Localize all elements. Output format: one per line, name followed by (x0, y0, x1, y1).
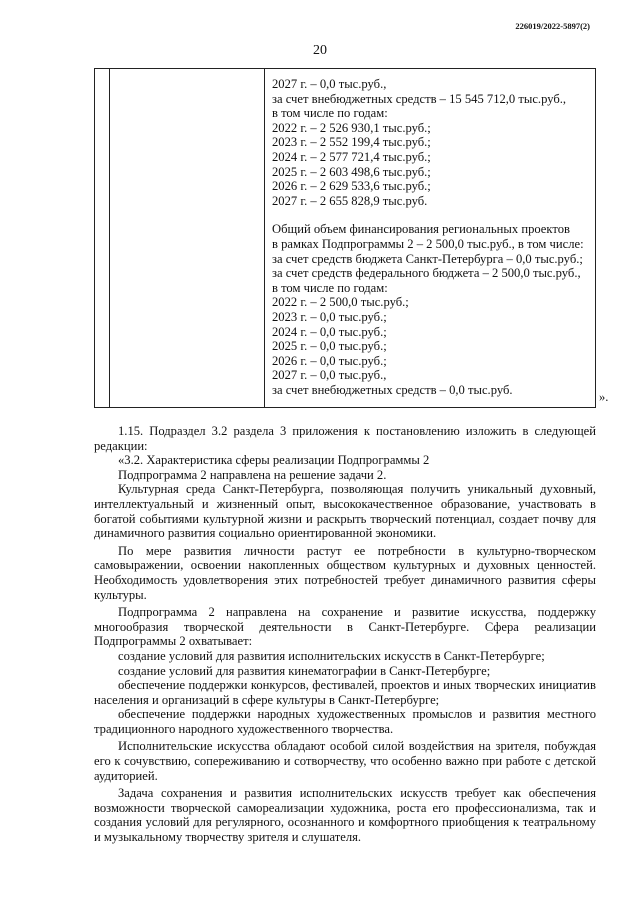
cell-line: 2022 г. – 2 526 930,1 тыс.руб.; (272, 120, 431, 135)
paragraph: Подпрограмма 2 направлена на решение задачи 2. (118, 467, 387, 482)
cell-line: 2022 г. – 2 500,0 тыс.руб.; (272, 295, 409, 310)
cell-line: в том числе по годам: (272, 106, 388, 121)
cell-line: 2023 г. – 0,0 тыс.руб.; (272, 309, 387, 324)
table-column-divider (264, 69, 265, 407)
paragraph: Культурная среда Санкт-Петербурга, позволяющая получить уникальный духовный, интеллектуальный и жизненный опыт, высококачественное образование, участвовать в богатой событиями культурной жизни и раскрыть творческий потенциал, создает почву для динамичного развития социально ориентированной экономики. (94, 482, 596, 541)
paragraph: Исполнительские искусства обладают особой силой воздействия на зрителя, побуждая его к сочувствию, сопереживанию и сотворчеству, что особенно важно при работе с детской аудиторией. (94, 739, 596, 783)
paragraph: По мере развития личности растут ее потребности в культурно-творческом самовыражении, освоении накопленных обществом культурных и духовных ценностей. Необходимость удовлетворения этих потребностей требует динамичного развития сферы культуры. (94, 543, 596, 602)
page-number: 20 (313, 43, 327, 58)
cell-line: 2027 г. – 2 655 828,9 тыс.руб. (272, 193, 428, 208)
cell-line: 2026 г. – 0,0 тыс.руб.; (272, 353, 387, 368)
document-body (94, 424, 596, 845)
paragraph: 1.15. Подраздел 3.2 раздела 3 приложения к постановлению изложить в следующей редакции: (94, 424, 596, 453)
cell-line: Общий объем финансирования региональных проектов (272, 222, 570, 237)
cell-line: в том числе по годам: (272, 280, 388, 295)
list-item: создание условий для развития исполнительских искусств в Санкт-Петербурге; (118, 648, 545, 663)
cell-line: за счет средств бюджета Санкт-Петербурга – 0,0 тыс.руб.; (272, 251, 583, 266)
financing-cell (272, 77, 589, 397)
cell-line: 2027 г. – 0,0 тыс.руб., (272, 77, 387, 91)
paragraph: Задача сохранения и развития исполнительских искусств требует как обеспечения возможности творческой самореализации художника, роста его профессионализма, так и создания условий для регулярного, осознанного и комфортного приобщения к театральному и музыкальному творчеству зрителя и слушателя. (94, 786, 596, 845)
financing-table (94, 68, 596, 408)
cell-line: 2027 г. – 0,0 тыс.руб., (272, 368, 387, 383)
list-item: обеспечение поддержки конкурсов, фестивалей, проектов и иных творческих инициатив населения и организаций в сфере культуры в Санкт-Петербурге; (94, 678, 596, 707)
cell-line: 2025 г. – 0,0 тыс.руб.; (272, 339, 387, 354)
document-id: 226019/2022-5897(2) (515, 21, 590, 31)
list-item: создание условий для развития кинематографии в Санкт-Петербурге; (118, 663, 491, 678)
paragraph: Подпрограмма 2 направлена на сохранение и развитие искусства, поддержку многообразия творческой деятельности в Санкт-Петербурге. Сфера реализации Подпрограммы 2 охватывает: (94, 605, 596, 649)
closing-quote: ». (599, 390, 609, 404)
cell-line: 2024 г. – 0,0 тыс.руб.; (272, 324, 387, 339)
cell-line: в рамках Подпрограммы 2 – 2 500,0 тыс.руб., в том числе: (272, 236, 584, 251)
cell-line: 2026 г. – 2 629 533,6 тыс.руб.; (272, 179, 431, 194)
cell-line: за счет внебюджетных средств – 15 545 712,0 тыс.руб., (272, 91, 567, 106)
list-item: обеспечение поддержки народных художественных промыслов и развития местного традиционного народного художественного творчества. (94, 707, 596, 736)
cell-line: 2023 г. – 2 552 199,4 тыс.руб.; (272, 135, 431, 150)
cell-line: за счет внебюджетных средств – 0,0 тыс.руб. (272, 382, 513, 397)
table-column-divider (109, 69, 110, 407)
section-heading: «3.2. Характеристика сферы реализации Подпрограммы 2 (118, 453, 430, 468)
cell-line: за счет средств федерального бюджета – 2 500,0 тыс.руб., (272, 266, 581, 281)
cell-line: 2024 г. – 2 577 721,4 тыс.руб.; (272, 149, 431, 164)
cell-line: 2025 г. – 2 603 498,6 тыс.руб.; (272, 164, 431, 179)
